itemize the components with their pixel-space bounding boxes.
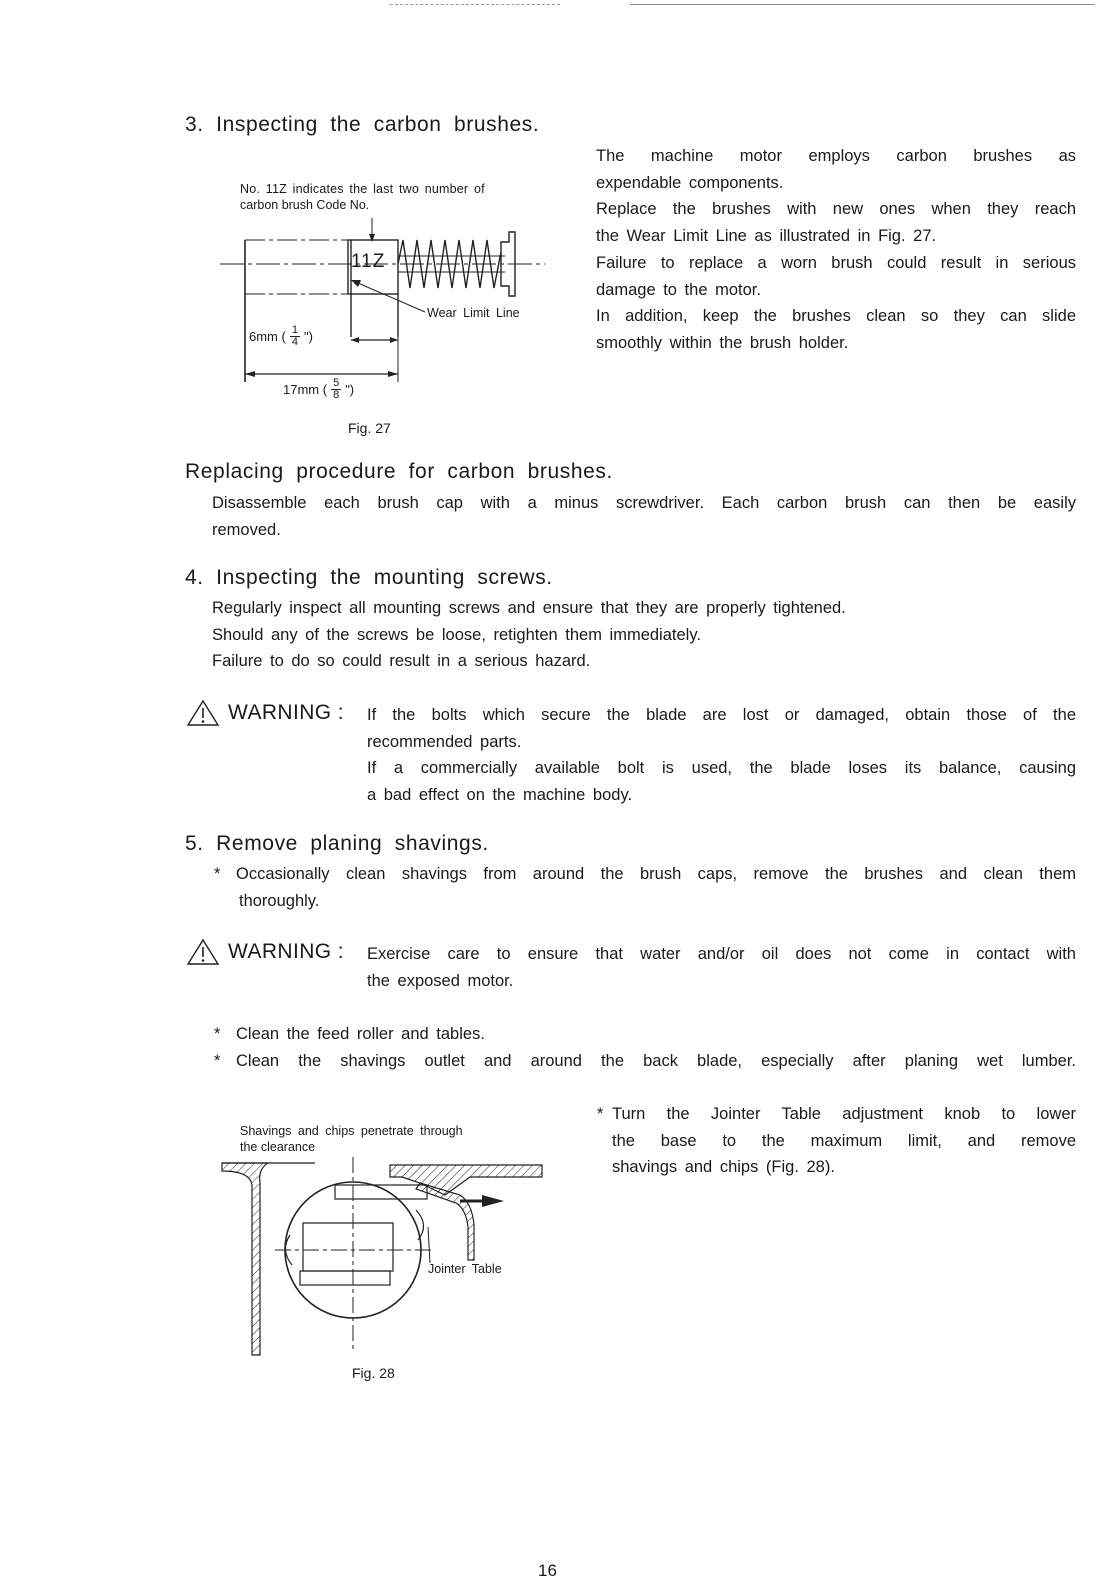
fig28-caption: Fig. 28 — [352, 1365, 395, 1381]
jointer-table-label: Jointer Table — [428, 1262, 502, 1276]
section4-line1: Regularly inspect all mounting screws and ensure that they are properly tightened. — [212, 599, 846, 617]
warning1-label-group — [186, 699, 344, 727]
section3-line1: The machine motor employs carbon brushes as — [596, 147, 1076, 165]
dim-17mm — [283, 378, 354, 401]
turn-line3: shavings and chips (Fig. 28). — [612, 1158, 835, 1177]
section5-heading: 5. Remove planing shavings. — [185, 832, 489, 855]
section5-bullet1-line2: thoroughly. — [239, 891, 320, 910]
warning1-label: WARNING : — [228, 701, 344, 724]
warning1-line2: recommended parts. — [367, 732, 522, 751]
section5-bullet1 — [214, 861, 1076, 914]
warning1-line1: If the bolts which secure the blade are lost or damaged, obtain those of the — [367, 706, 1076, 724]
section3-line7: In addition, keep the brushes clean so they can slide — [596, 307, 1076, 326]
dim-17mm-fraction — [331, 378, 341, 401]
warning2-label-group — [186, 938, 344, 966]
section3-line6: damage to the motor. — [596, 280, 761, 299]
section3-heading: 3. Inspecting the carbon brushes. — [185, 113, 540, 136]
warning2-label: WARNING : — [228, 940, 344, 963]
jointer-table-hatch — [390, 1165, 542, 1195]
left-housing — [222, 1163, 268, 1355]
section3-text — [596, 143, 1076, 357]
dim-17mm-close: ") — [345, 382, 355, 397]
turn-marker: * — [597, 1105, 604, 1123]
top-scan-line-right — [630, 4, 1095, 5]
dim-17mm-num: 5 — [333, 377, 340, 389]
replacing-heading: Replacing procedure for carbon brushes. — [185, 460, 613, 483]
warning-triangle-icon — [186, 699, 220, 727]
brush-code-label: 11Z — [351, 251, 386, 272]
fig27-note — [240, 181, 540, 213]
flow-arrow-icon — [482, 1195, 504, 1207]
top-scan-line-left — [390, 4, 560, 5]
fig28-note-line2: the clearance — [240, 1140, 316, 1154]
dim-17mm-den: 8 — [333, 389, 340, 401]
replacing-text — [212, 490, 1076, 543]
warning2-line2: the exposed motor. — [367, 971, 514, 990]
turn-text — [597, 1101, 1076, 1181]
warning1-line3: If a commercially available bolt is used, the blade loses its balance, causing — [367, 759, 1076, 778]
wear-limit-label: Wear Limit Line — [427, 306, 520, 320]
fig28-note — [240, 1123, 530, 1155]
fig27-note-line2: carbon brush Code No. — [240, 198, 370, 212]
fig28-planer-diagram — [220, 1155, 550, 1365]
turn-line1: Turn the Jointer Table adjustment knob to lower — [612, 1105, 1076, 1123]
warning1-line4: a bad effect on the machine body. — [367, 786, 633, 805]
list-item — [214, 1048, 1076, 1075]
bullet-item2: Clean the shavings outlet and around the back blade, especially after planing wet lumber. — [236, 1051, 1076, 1070]
turn-line1-row — [597, 1101, 1076, 1128]
dim-6mm-den: 4 — [291, 336, 298, 348]
cleaning-bullets — [214, 1021, 1076, 1074]
dim-6mm-value: 6mm ( — [249, 329, 286, 344]
turn-line2: the base to the maximum limit, and remove — [612, 1131, 1076, 1150]
page-number: 16 — [538, 1561, 557, 1580]
section4-line3: Failure to do so could result in a serious hazard. — [212, 652, 591, 671]
dim-6mm-fraction — [290, 325, 300, 348]
dim-6mm-close: ") — [303, 329, 313, 344]
section5-bullet1-line1: Occasionally clean shavings from around the brush caps, remove the brushes and clean them — [236, 865, 1076, 883]
section4-heading: 4. Inspecting the mounting screws. — [185, 566, 553, 589]
section4-text — [212, 595, 1076, 675]
section3-line4: the Wear Limit Line as illustrated in Fig. 27. — [596, 227, 937, 246]
section4-line2: Should any of the screws be loose, retighten them immediately. — [212, 625, 701, 644]
list-item — [214, 1021, 1076, 1048]
replacing-line1: Disassemble each brush cap with a minus screwdriver. Each carbon brush can then be easily — [212, 494, 1076, 512]
warning2-line1: Exercise care to ensure that water and/or oil does not come in contact with — [367, 945, 1076, 963]
section3-line8: smoothly within the brush holder. — [596, 333, 849, 352]
warning2-text — [367, 941, 1076, 994]
fig28-note-line1: Shavings and chips penetrate through — [240, 1124, 463, 1138]
jointer-table-arm — [416, 1183, 474, 1260]
bullet-marker: * — [214, 1051, 221, 1070]
fig27-caption: Fig. 27 — [348, 420, 391, 436]
replacing-line2: removed. — [212, 520, 281, 539]
dim-17mm-value: 17mm ( — [283, 382, 328, 397]
fig27-note-line1: No. 11Z indicates the last two number of — [240, 182, 485, 196]
section3-line2: expendable components. — [596, 173, 784, 192]
section3-line3: Replace the brushes with new ones when they reach — [596, 200, 1076, 219]
warning1-text — [367, 702, 1076, 809]
dim-6mm — [249, 325, 313, 348]
dim-6mm-num: 1 — [291, 324, 298, 336]
warning-triangle-icon — [186, 938, 220, 966]
bullet-item1: Clean the feed roller and tables. — [236, 1025, 485, 1043]
section5-bullet-marker: * — [214, 865, 221, 883]
bullet-marker: * — [214, 1025, 221, 1043]
section3-line5: Failure to replace a worn brush could result in serious — [596, 253, 1076, 272]
